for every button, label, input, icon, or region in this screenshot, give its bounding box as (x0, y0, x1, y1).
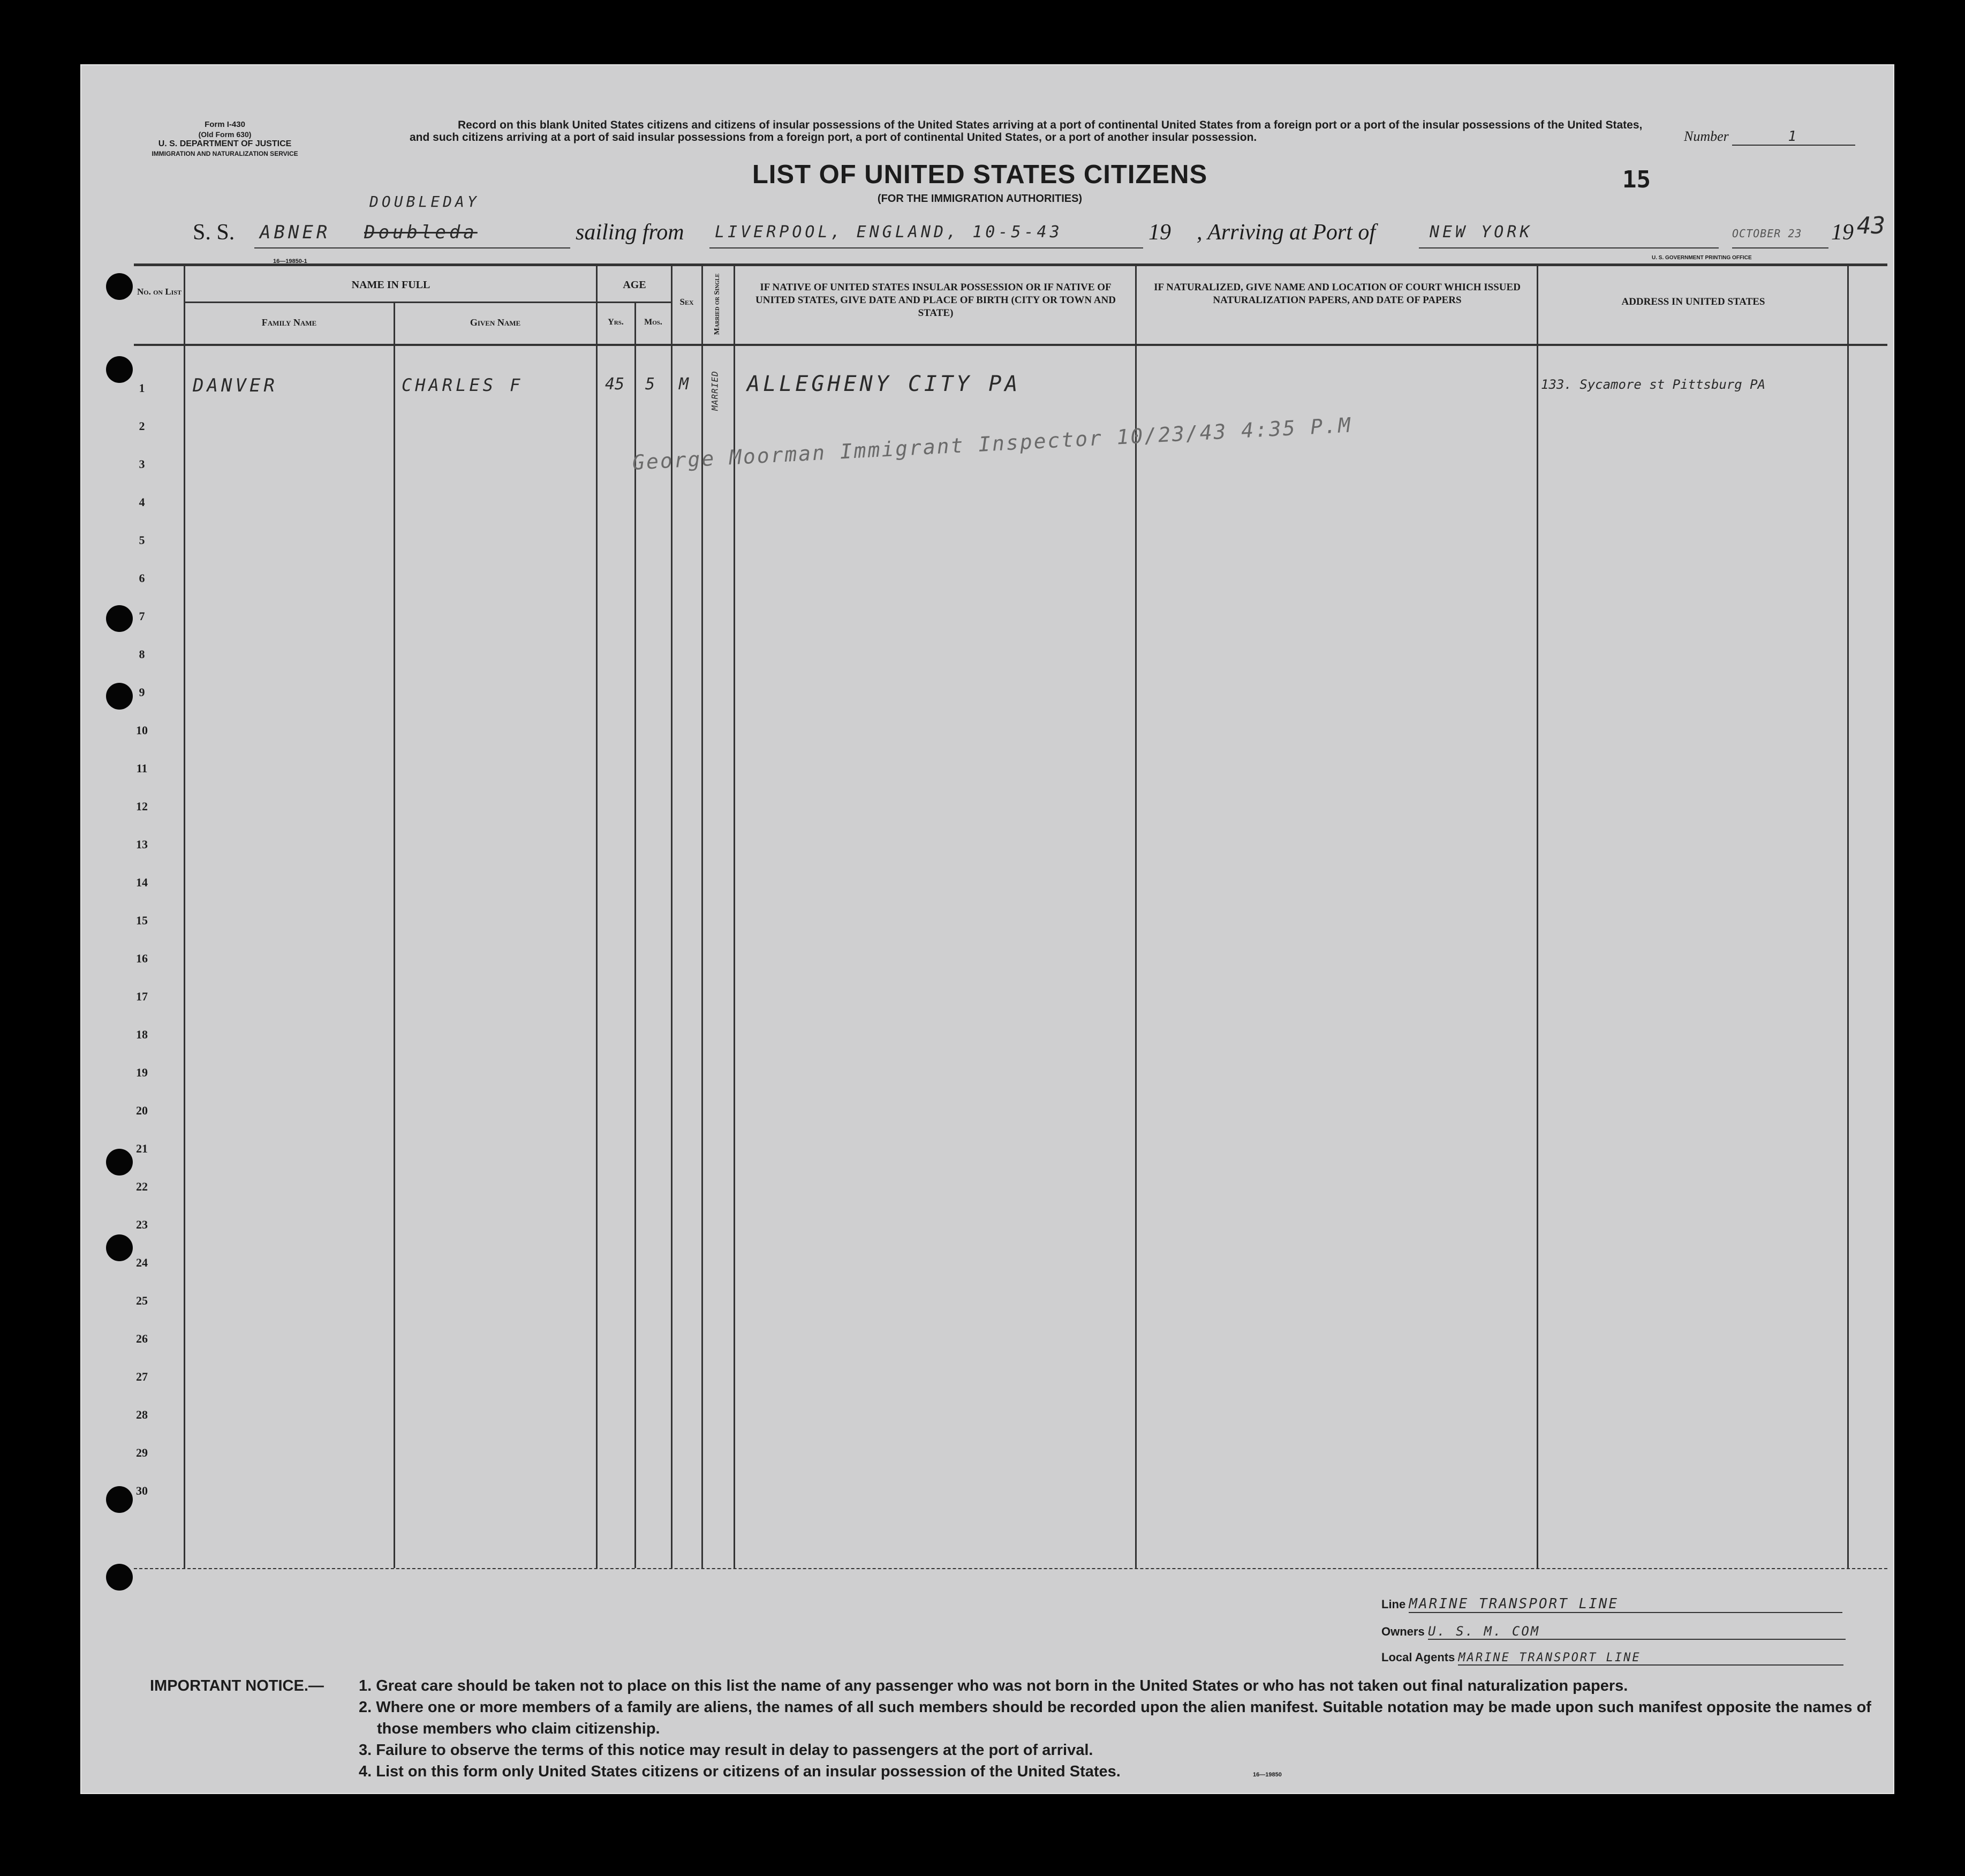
row-1-age-years: 45 (605, 375, 625, 394)
ss-label: S. S. (193, 220, 235, 245)
row-1-family-name: DANVER (193, 375, 278, 396)
notice-item-1: 1. Great care should be taken not to place on this list the name of any passenger who was not born in the United States or who has not taken out final naturalization papers. (359, 1677, 1628, 1694)
number-field (1684, 129, 1887, 146)
row-number: 29 (136, 1446, 148, 1459)
form-id-block (129, 120, 321, 159)
header-sex: Sex (679, 297, 694, 307)
owners-value: U. S. M. COM (1428, 1624, 1846, 1640)
row-1-place-of-birth: ALLEGHENY CITY PA (747, 372, 1021, 396)
line-value: MARINE TRANSPORT LINE (1409, 1596, 1842, 1613)
row-1-married: MARRIED (709, 371, 720, 411)
notice-item-2: 2. Where one or more members of a family are aliens, the names of all such members should be recorded upon the alien manifest. Suitable notation may be made upon such manifest opposite the names of those members who claim citizenship. (359, 1699, 1871, 1737)
agents-value: MARINE TRANSPORT LINE (1458, 1651, 1843, 1666)
row-number: 18 (136, 1028, 148, 1041)
notice-heading: IMPORTANT NOTICE.— (150, 1677, 324, 1694)
arrival-date: OCTOBER 23 (1732, 227, 1802, 240)
row-number: 16 (136, 952, 148, 965)
instructions-text: Record on this blank United States citizens and citizens of insular possessions of the United States arriving at a port of continental United States from a foreign port or a port of the insular possessions of the United States, and such citizens arriving at a port of said insular possessions from a foreign port, a port of continental United States, or a port of another insular possession. (410, 119, 1643, 144)
header-no-on-list: No. on List (137, 287, 182, 297)
form-number: Form I-430 (205, 120, 245, 129)
row-number: 14 (136, 876, 148, 889)
row-number: 6 (139, 571, 145, 585)
row-number: 12 (136, 800, 148, 813)
owners-field (1381, 1624, 1874, 1640)
row-number: 1 (139, 381, 145, 395)
row-number: 7 (139, 609, 145, 623)
row-number: 9 (139, 685, 145, 699)
row-number: 21 (136, 1142, 148, 1155)
row-number: 24 (136, 1256, 148, 1269)
notice-item-3: 3. Failure to observe the terms of this notice may result in delay to passengers at the port of arrival. (359, 1742, 1093, 1759)
header-age: AGE (623, 279, 646, 291)
ship-name-correction: DOUBLEDAY (369, 193, 480, 210)
row-1-given-name: CHARLES F (402, 375, 524, 395)
footer-code: 16—19850 (1253, 1772, 1282, 1778)
line-field (1381, 1596, 1874, 1613)
row-number: 15 (136, 914, 148, 927)
header-yrs: Yrs. (608, 318, 624, 327)
punch-hole (106, 1564, 133, 1591)
arrival-year: 43 (1857, 212, 1885, 239)
row-number: 23 (136, 1218, 148, 1231)
row-number: 28 (136, 1408, 148, 1421)
department: U. S. DEPARTMENT OF JUSTICE (158, 139, 292, 148)
old-form-number: (Old Form 630) (198, 130, 252, 139)
header-given-name: Given Name (470, 317, 521, 328)
row-number: 17 (136, 990, 148, 1003)
page-title: LIST OF UNITED STATES CITIZENS (752, 160, 1208, 189)
row-number: 8 (139, 647, 145, 661)
punch-hole (106, 273, 133, 300)
small-code: 16—19850-1 (273, 258, 307, 265)
page-stamp: 15 (1622, 166, 1651, 193)
sailing-from: LIVERPOOL, ENGLAND, 10-5-43 (715, 223, 1063, 242)
number-label: Number (1684, 129, 1729, 144)
header-mos: Mos. (644, 318, 662, 327)
row-number: 4 (139, 495, 145, 509)
row-number: 26 (136, 1332, 148, 1345)
sailing-label: sailing from (576, 220, 684, 245)
punch-hole (106, 356, 133, 383)
ship-name: ABNER (260, 222, 331, 243)
row-number: 2 (139, 419, 145, 433)
header-name-in-full: NAME IN FULL (351, 279, 430, 291)
row-1-age-months: 5 (645, 375, 659, 394)
arrival-year-prefix: 19 (1831, 220, 1854, 245)
header-place-of-birth: IF NATIVE OF UNITED STATES INSULAR POSSESSION OR IF NATIVE OF UNITED STATES, GIVE DATE AND PLACE OF BIRTH (CITY OR TOWN AND STATE) (755, 282, 1116, 319)
service: IMMIGRATION AND NATURALIZATION SERVICE (152, 150, 298, 157)
printing-office: U. S. GOVERNMENT PRINTING OFFICE (1652, 255, 1752, 261)
row-number: 25 (136, 1294, 148, 1307)
header-address: ADDRESS IN UNITED STATES (1621, 296, 1765, 307)
row-number: 20 (136, 1104, 148, 1117)
row-number: 5 (139, 533, 145, 547)
header-family-name: Family Name (261, 317, 317, 328)
inspector-note: George Moorman Immigrant Inspector 10/23/43 4:35 P.M (631, 413, 1353, 474)
row-number: 13 (136, 838, 148, 851)
agents-field (1381, 1651, 1874, 1666)
header-married-or-single: Married or Single (713, 273, 721, 335)
agents-label: Local Agents (1381, 1651, 1455, 1664)
row-1-sex: M (679, 375, 692, 394)
row-number: 19 (136, 1066, 148, 1079)
ship-name-struck: Doubleda (364, 222, 478, 243)
row-1-address: 133. Sycamore st Pittsburg PA (1541, 377, 1766, 392)
header-naturalization: IF NATURALIZED, GIVE NAME AND LOCATION OF COURT WHICH ISSUED NATURALIZATION PAPERS, AND DATE OF PAPERS (1154, 282, 1521, 306)
year-prefix: 19 (1148, 220, 1171, 245)
port-name: NEW YORK (1430, 223, 1533, 242)
row-number: 22 (136, 1180, 148, 1193)
row-number: 10 (136, 724, 148, 737)
owners-label: Owners (1381, 1625, 1425, 1638)
notice-list (359, 1675, 1885, 1782)
row-number: 27 (136, 1370, 148, 1383)
arriving-label: , Arriving at Port of (1197, 220, 1376, 245)
number-value: 1 (1732, 129, 1855, 146)
line-label: Line (1381, 1598, 1406, 1611)
document-sheet (80, 64, 1894, 1794)
page-subtitle: (FOR THE IMMIGRATION AUTHORITIES) (877, 193, 1083, 205)
row-number: 30 (136, 1484, 148, 1497)
row-number: 11 (136, 762, 148, 775)
notice-item-4: 4. List on this form only United States citizens or citizens of an insular possession of the United States. (359, 1763, 1121, 1780)
row-number: 3 (139, 457, 145, 471)
